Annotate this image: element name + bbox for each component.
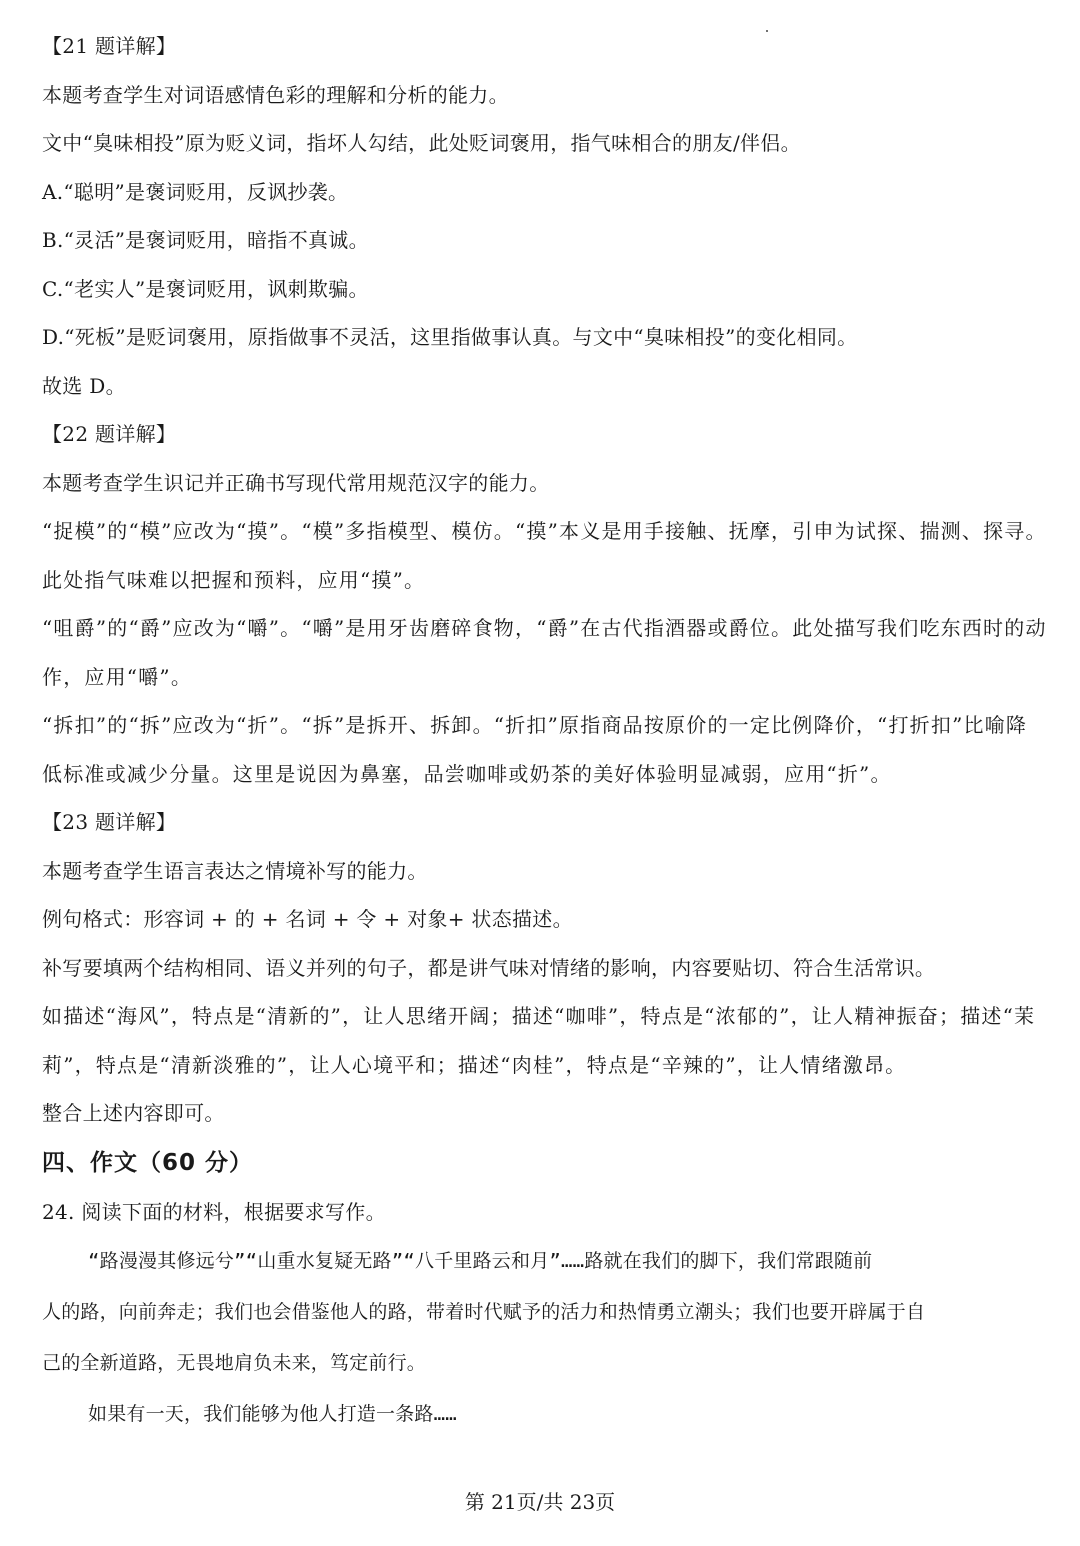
section-4-heading: 四、作文（60 分） xyxy=(42,1149,254,1176)
q22-item-3: “拆扣”的“拆”应改为“折”。“拆”是拆开、拆卸。“折扣”原指商品按原价的一定比例降价，“打折扣”比喻降低标准或减少分量。这里是说因为鼻塞，品尝咖啡或奶茶的美好体验明显减弱，应用“折”。 xyxy=(42,713,1028,786)
q24-prompt: 如果有一天，我们能够为他人打造一条路…… xyxy=(88,1403,457,1425)
q21-context: 文中“臭味相投”原为贬义词，指坏人勾结，此处贬词褒用，指气味相合的朋友/伴侣。 xyxy=(42,131,801,155)
q21-intro: 本题考查学生对词语感情色彩的理解和分析的能力。 xyxy=(42,82,509,107)
document-page xyxy=(42,22,1048,1440)
q24-material-line-1: “路漫漫其修远兮”“山重水复疑无路”“八千里路云和月”……路就在我们的脚下，我们常跟随前 xyxy=(88,1250,873,1272)
q21-heading: 【21 题详解】 xyxy=(42,34,177,58)
q22-heading: 【22 题详解】 xyxy=(42,422,177,446)
q21-option-a: A.“聪明”是褒词贬用，反讽抄袭。 xyxy=(42,179,349,204)
q22-item-1: “捉模”的“模”应改为“摸”。“模”多指模型、模仿。“摸”本义是用手接触、抚摩，引申为试探、揣测、探寻。此处指气味难以把握和预料，应用“摸”。 xyxy=(42,519,1047,592)
q24-question: 24. 阅读下面的材料，根据要求写作。 xyxy=(42,1199,386,1224)
q23-conclusion: 整合上述内容即可。 xyxy=(42,1101,225,1125)
q23-intro: 本题考查学生语言表达之情境补写的能力。 xyxy=(42,858,428,883)
q23-format: 例句格式：形容词 + 的 + 名词 + 令 + 对象+ 状态描述。 xyxy=(42,907,573,931)
q23-heading: 【23 题详解】 xyxy=(42,810,177,834)
q21-option-b: B.“灵活”是褒词贬用，暗指不真诚。 xyxy=(42,228,369,252)
q24-material-line-3: 己的全新道路，无畏地肩负未来，笃定前行。 xyxy=(42,1352,427,1374)
q24-material-line-2: 人的路，向前奔走；我们也会借鉴他人的路，带着时代赋予的活力和热情勇立潮头；我们也要开辟属于自 xyxy=(42,1301,926,1323)
q23-examples: 如描述“海风”，特点是“清新的”，让人思绪开阔；描述“咖啡”，特点是“浓郁的”，让人精神振奋；描述“茉莉”，特点是“清新淡雅的”，让人心境平和；描述“肉桂”，特点是“辛辣的”，让人情绪激昂。 xyxy=(42,1004,1036,1077)
q21-option-c: C.“老实人”是褒词贬用，讽刺欺骗。 xyxy=(42,276,369,301)
q21-answer: 故选 D。 xyxy=(42,373,126,398)
q22-item-2: “咀爵”的“爵”应改为“嚼”。“嚼”是用牙齿磨碎食物，“爵”在古代指酒器或爵位。此处描写我们吃东西时的动作，应用“嚼”。 xyxy=(42,616,1047,689)
q23-requirement: 补写要填两个结构相同、语义并列的句子，都是讲气味对情绪的影响，内容要贴切、符合生活常识。 xyxy=(42,955,936,980)
q22-intro: 本题考查学生识记并正确书写现代常用规范汉字的能力。 xyxy=(42,470,550,495)
q21-option-d: D.“死板”是贬词褒用，原指做事不灵活，这里指做事认真。与文中“臭味相投”的变化相同。 xyxy=(42,325,858,349)
page-number: 第 21页/共 23页 xyxy=(464,1490,616,1514)
